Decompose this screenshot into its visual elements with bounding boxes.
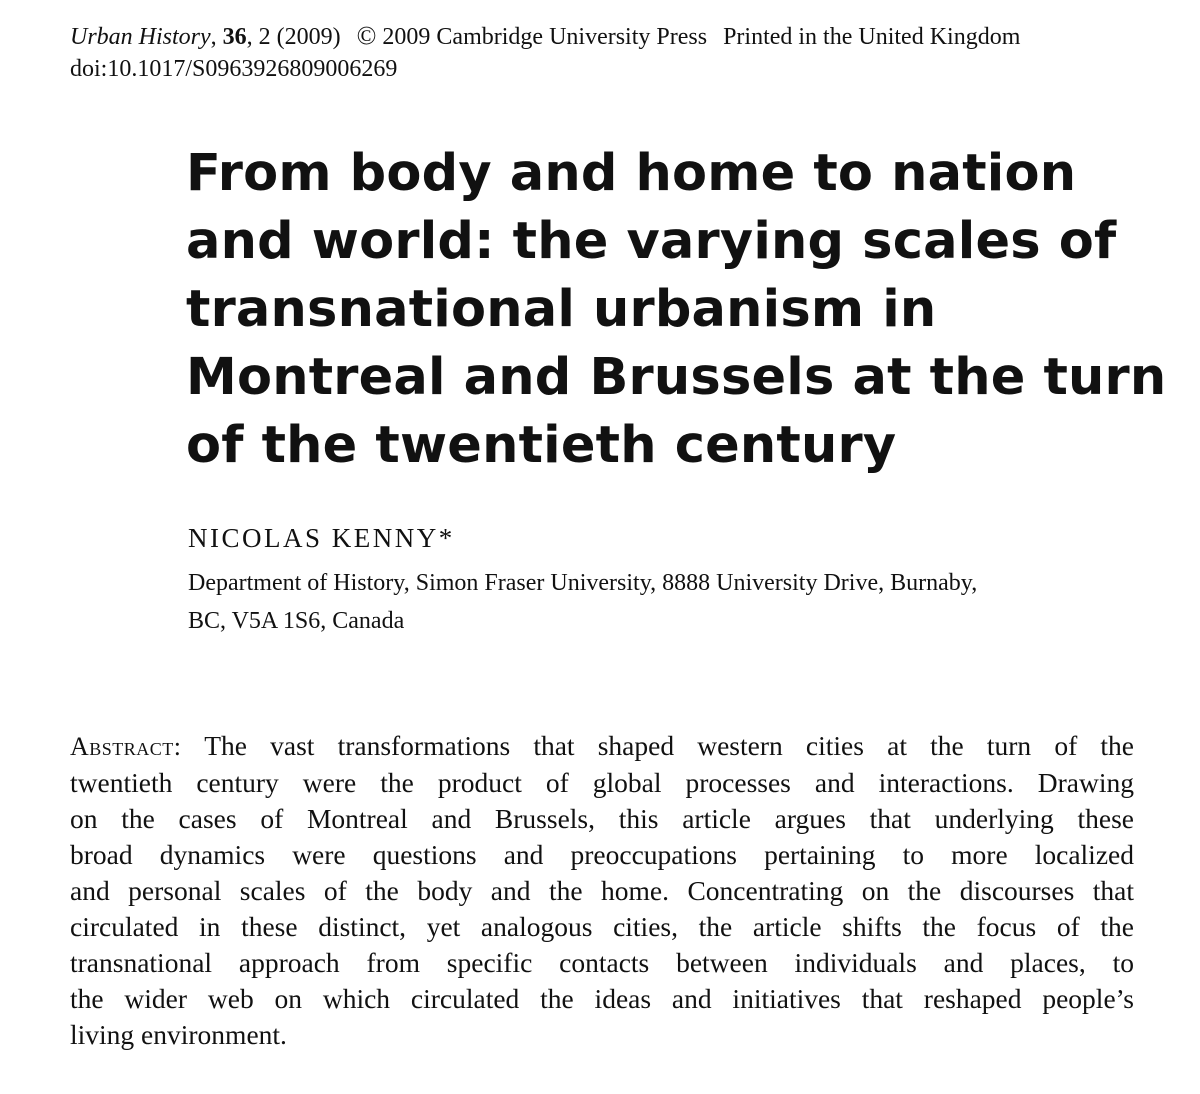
title-line: Montreal and Brussels at the turn (186, 348, 1167, 407)
author-affiliation (188, 564, 1148, 640)
abstract-line: broad dynamics were questions and preoccupations pertaining to more localized (70, 839, 1134, 870)
abstract-line: circulated in these distinct, yet analogous cities, the article shifts the focus of the (70, 911, 1134, 942)
journal-header (70, 20, 1140, 85)
abstract-label: Abstract: (70, 732, 182, 761)
affiliation-line: Department of History, Simon Fraser University, 8888 University Drive, Burnaby, (188, 570, 978, 596)
article-title (186, 140, 1167, 480)
printed-location: Printed in the United Kingdom (723, 24, 1021, 50)
journal-name: Urban History (70, 24, 211, 50)
abstract-line (70, 728, 1134, 765)
volume-separator: , (210, 24, 223, 50)
abstract-text: The vast transformations that shaped western cities at the turn of the (204, 730, 1134, 761)
title-line: of the twentieth century (186, 416, 897, 475)
abstract (70, 728, 1134, 1053)
copyright-icon: © (356, 21, 377, 50)
affiliation-line: BC, V5A 1S6, Canada (188, 608, 405, 634)
abstract-line: living environment. (70, 1019, 287, 1050)
abstract-line: transnational approach from specific contacts between individuals and places, to (70, 947, 1134, 978)
abstract-line: the wider web on which circulated the ideas and initiatives that reshaped people’s (70, 983, 1134, 1014)
title-line: transnational urbanism in (186, 280, 937, 339)
title-line: and world: the varying scales of (186, 212, 1117, 271)
doi[interactable]: doi:10.1017/S0963926809006269 (70, 56, 398, 82)
abstract-line: on the cases of Montreal and Brussels, this article argues that underlying these (70, 803, 1134, 834)
issue-year: , 2 (2009) (246, 24, 341, 50)
abstract-line: twentieth century were the product of global processes and interactions. Drawing (70, 767, 1134, 798)
title-line: From body and home to nation (186, 144, 1077, 203)
copyright-text: 2009 Cambridge University Press (376, 24, 708, 50)
citation-line (70, 20, 1140, 53)
volume-number: 36 (222, 24, 247, 50)
abstract-line: and personal scales of the body and the home. Concentrating on the discourses that (70, 875, 1134, 906)
author-name: NICOLAS KENNY* (188, 523, 455, 553)
